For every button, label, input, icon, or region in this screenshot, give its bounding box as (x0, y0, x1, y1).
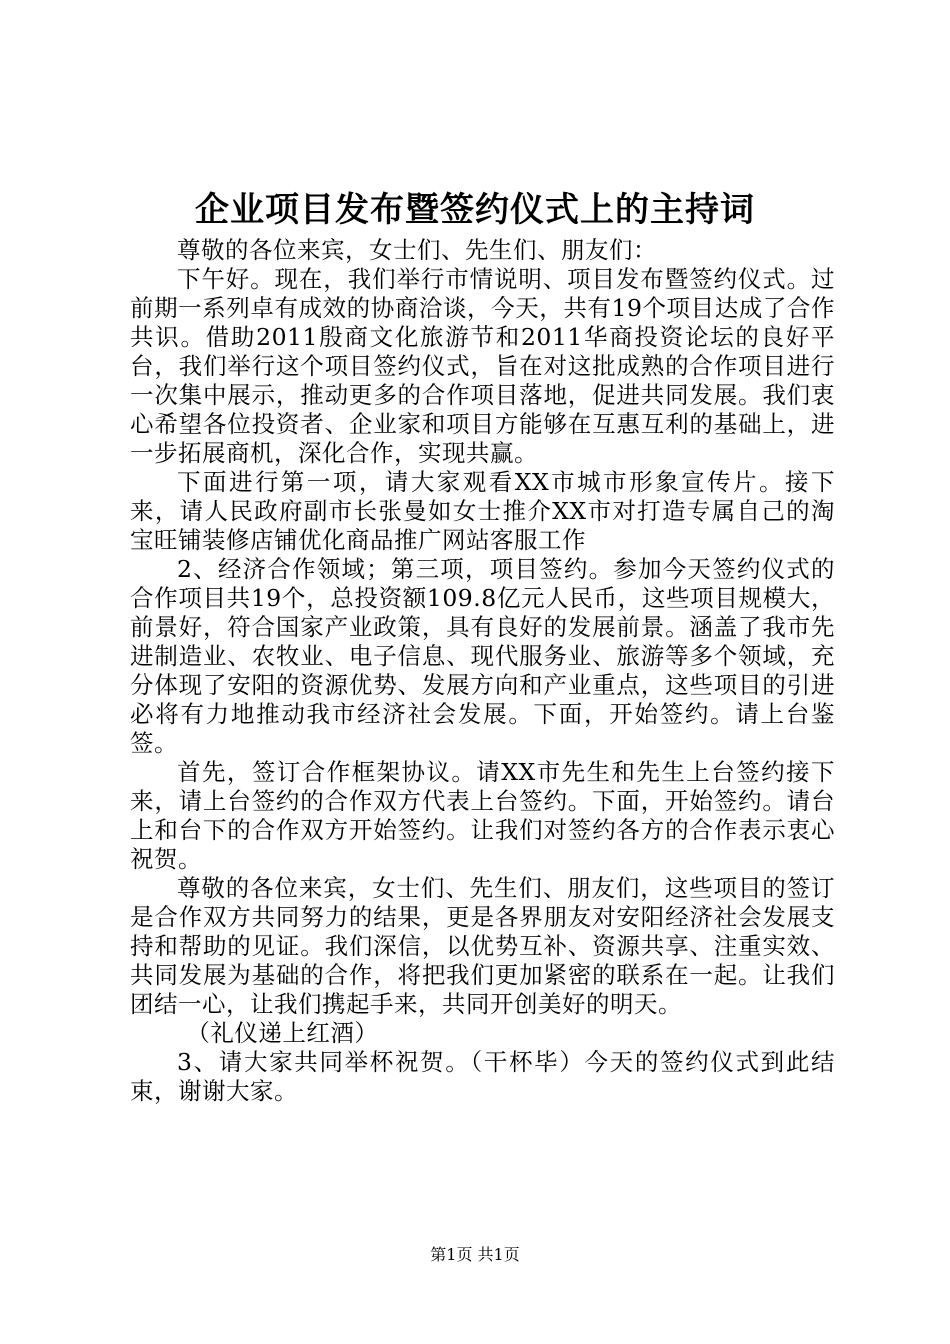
paragraph-item-one: 下面进行第一项，请大家观看XX市城市形象宣传片。接下来，请人民政府副市长张曼如女士推介XX市对打造专属自己的淘宝旺铺装修店铺优化商品推广网站客服工作 (130, 468, 835, 554)
paragraph-greeting: 尊敬的各位来宾，女士们、先生们、朋友们： (177, 236, 657, 264)
paragraph-item-three-signing: 2、经济合作领域；第三项，项目签约。参加今天签约仪式的合作项目共19个，总投资额109.8亿元人民币，这些项目规模大，前景好，符合国家产业政策，具有良好的发展前景。涵盖了我市先进制造业、农牧业、电子信息、现代服务业、旅游等多个领域，充分体现了安阳的资源优势、发展方向和产业重点，这些项目的引进必将有力地推动我市经济社会发展。下面，开始签约。请上台鉴签。 (130, 555, 835, 757)
paragraph-framework-agreement: 首先，签订合作框架协议。请XX市先生和先生上台签约接下来，请上台签约的合作双方代表上台签约。下面，开始签约。请台上和台下的合作双方开始签约。让我们对签约各方的合作表示衷心祝贺。 (130, 758, 835, 873)
paragraph-closing-remarks: 尊敬的各位来宾，女士们、先生们、朋友们，这些项目的签订是合作双方共同努力的结果，更是各界朋友对安阳经济社会发展支持和帮助的见证。我们深信，以优势互补、资源共享、注重实效、共同发展为基础的合作，将把我们更加紧密的联系在一起。让我们团结一心，让我们携起手来，共同开创美好的明天。 (130, 874, 835, 1018)
document-body (130, 236, 835, 1106)
document-title: 企业项目发布暨签约仪式上的主持词 (195, 190, 755, 230)
paragraph-toast-end: 3、请大家共同举杯祝贺。（干杯毕）今天的签约仪式到此结束，谢谢大家。 (130, 1048, 835, 1105)
paragraph-opening: 下午好。现在，我们举行市情说明、项目发布暨签约仪式。过前期一系列卓有成效的协商洽谈，今天，共有19个项目达成了合作共识。借助2011殷商文化旅游节和2011华商投资论坛的良好平台，我们举行这个项目签约仪式，旨在对这批成熟的合作项目进行一次集中展示，推动更多的合作项目落地，促进共同发展。我们衷心希望各位投资者、企业家和项目方能够在互惠互利的基础上，进一步拓展商机，深化合作，实现共赢。 (130, 265, 835, 467)
paragraph-stage-direction: （礼仪递上红酒） (186, 1019, 379, 1047)
page-footer: 第1页 共1页 (430, 1245, 520, 1264)
